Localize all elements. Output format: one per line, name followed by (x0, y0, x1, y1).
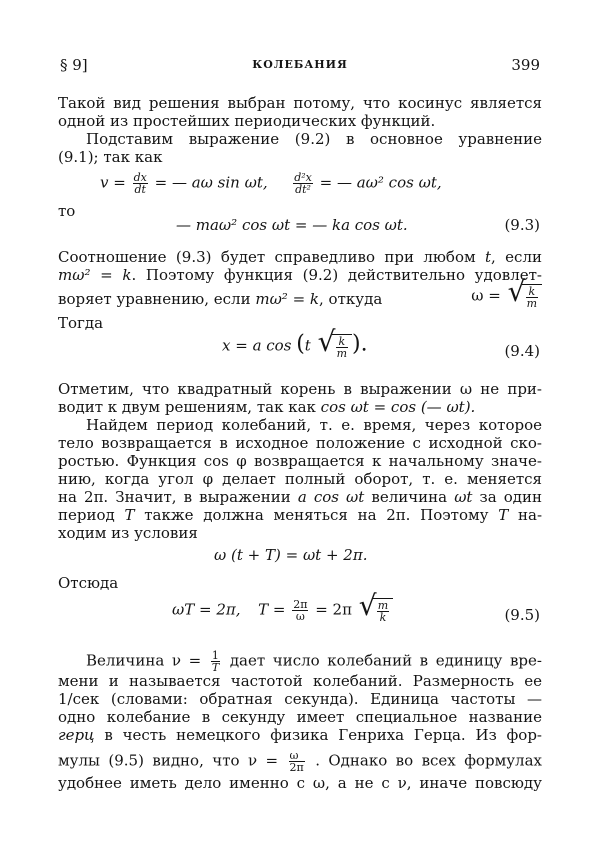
text-line: одной из простейших периодических функций. (58, 112, 436, 130)
text-line: то (58, 202, 76, 220)
dx-dt-fraction (133, 172, 148, 195)
text-line: 1/сек (словами: обратная секунда). Единица частоты — (58, 690, 542, 708)
text-line: герц в честь немецкого физика Генриха Герца. Из фор- (58, 726, 542, 744)
text-line: мулы (9.5) видно, что ν = $\frac{\omega}{2\pi}$ . Однако во всех формулах (58, 749, 542, 774)
text-line: mω² = k. Поэтому функция (9.2) действительно удовлет- (58, 266, 542, 284)
text-line: Такой вид решения выбран потому, что косинус является (58, 94, 542, 112)
velocity-equation (100, 172, 584, 195)
text-line: нию, когда угол φ делает полный оборот, т. е. меняется (58, 470, 542, 488)
text-line: воряет уравнению, если mω² = k, откуда ω = √ $\frac{k}{m}$ (58, 290, 542, 308)
text-line: ростью. Функция cos φ возвращается к начальному значе- (58, 452, 542, 470)
text-line: ходим из условия (58, 524, 198, 542)
text-line: мени и называется частотой колебаний. Размерность ее (58, 672, 542, 690)
omega-formula: ω = √ $\frac{k}{m}$ (471, 284, 542, 309)
text-line: тело возвращается в исходное положение с исходной ско- (58, 434, 542, 452)
frac-num: d²x (294, 171, 312, 184)
running-header (58, 56, 542, 76)
book-page: § 9] КОЛЕБАНИЯ 399 Такой вид решения выбран потому, что косинус является одной из простейших периодических функций. Подставим выражение (9.2) в основное уравнение (9.1); так как v = $\frac{dx}{dt}$ = — aω sin ωt, $\frac{\text{d²x}}{\text{dt²}}$ = — aω² cos ωt, то — maω² cos ωt = — ka cos ωt. (9.3) Соотношение (9.3) будет справедливо при любом t, если mω² = k. Поэтому функция (9.2) действительно удовлет- воряет уравнению, если mω² = k, откуда ω = √ $\frac{k}{m}$ Тогда x = a cos (t √ $\frac{k}{m}$ ). (9.4) Отметим, что квадратный корень в выражении ω не при- водит к двум решениям, так как cos ωt = cos (— ωt). Найдем период колебаний, т. е. время, через которое тело возвращается в исходное положение с исходной ско- ростью. Функция cos φ возвращается к начальному значе- нию, когда угол φ делает полный оборот, т. е. меняется на 2π. Значит, в выражении a cos ωt величина ωt за один период T также должна меняться на 2π. Поэтому T на- ходим из условия ω (t + T) = ωt + 2π. Отсюда ωT = 2π, T = $\frac{2\pi}{\omega}$ = 2π √ $\frac{m}{k}$ (9.5) Величина ν = $\frac{1}{T}$ дает число колебаний в единицу вре- мени и называется частотой колебаний. Размерность ее 1/сек (словами: обратная секунда). Единица частоты — одно колебание в секунду имеет специальное название герц в честь немецкого физика Генриха Герца. Из фор- мулы (9.5) видно, что ν = $\frac{\omega}{2\pi}$ . Однако во всех формулах удобнее иметь дело именно с ω, а не с ν, иначе повсюду (58, 0, 542, 842)
text-line: водит к двум решениям, так как cos ωt = cos (— ωt). (58, 398, 476, 416)
equation-body: — maω² cos ωt = — ka cos ωt. (176, 216, 408, 234)
text-line: Соотношение (9.3) будет справедливо при любом t, если (58, 248, 542, 266)
page-number: 399 (511, 56, 540, 74)
text-line: Найдем период колебаний, т. е. время, через которое (86, 416, 542, 434)
frac-den: dt² (295, 183, 311, 196)
equation-number: (9.5) (504, 606, 540, 624)
v-lhs: v = (100, 173, 126, 192)
text-line: Отсюда (58, 574, 119, 592)
equation-number: (9.4) (504, 342, 540, 360)
equation-body: ωT = 2π, T = $\frac{2\pi}{\omega}$ = 2π √ $\frac{m}{k}$ (172, 598, 393, 623)
text-line: период T также должна меняться на 2π. Поэтому T на- (58, 506, 543, 524)
frac-den: dt (134, 183, 146, 196)
equation-body: x = a cos (t √ $\frac{k}{m}$ ). (222, 325, 368, 360)
frac-num: dx (133, 171, 147, 184)
text-line: одно колебание в секунду имеет специальное название (58, 708, 542, 726)
text-line: Величина ν = $\frac{1}{T}$ дает число колебаний в единицу вре- (86, 649, 542, 674)
text-line: (9.1); так как (58, 148, 163, 166)
d2x-dt2-fraction (293, 172, 313, 195)
text-line: Отметим, что квадратный корень в выражении ω не при- (58, 380, 542, 398)
text-line: удобнее иметь дело именно с ω, а не с ν, иначе повсюду (58, 774, 542, 792)
acc-rhs: = — aω² cos ωt, (319, 173, 442, 192)
chapter-title: КОЛЕБАНИЯ (252, 58, 348, 71)
sqrt-symbol: √ $\frac{k}{m}$ (508, 284, 542, 309)
section-ref: § 9] (60, 56, 88, 74)
text-line: на 2π. Значит, в выражении a cos ωt величина ωt за один (58, 488, 543, 506)
text-line: Подставим выражение (9.2) в основное уравнение (86, 130, 542, 148)
text-line: Тогда (58, 314, 104, 332)
equation-number: (9.3) (504, 216, 540, 234)
v-rhs: = — aω sin ωt, (154, 173, 268, 192)
